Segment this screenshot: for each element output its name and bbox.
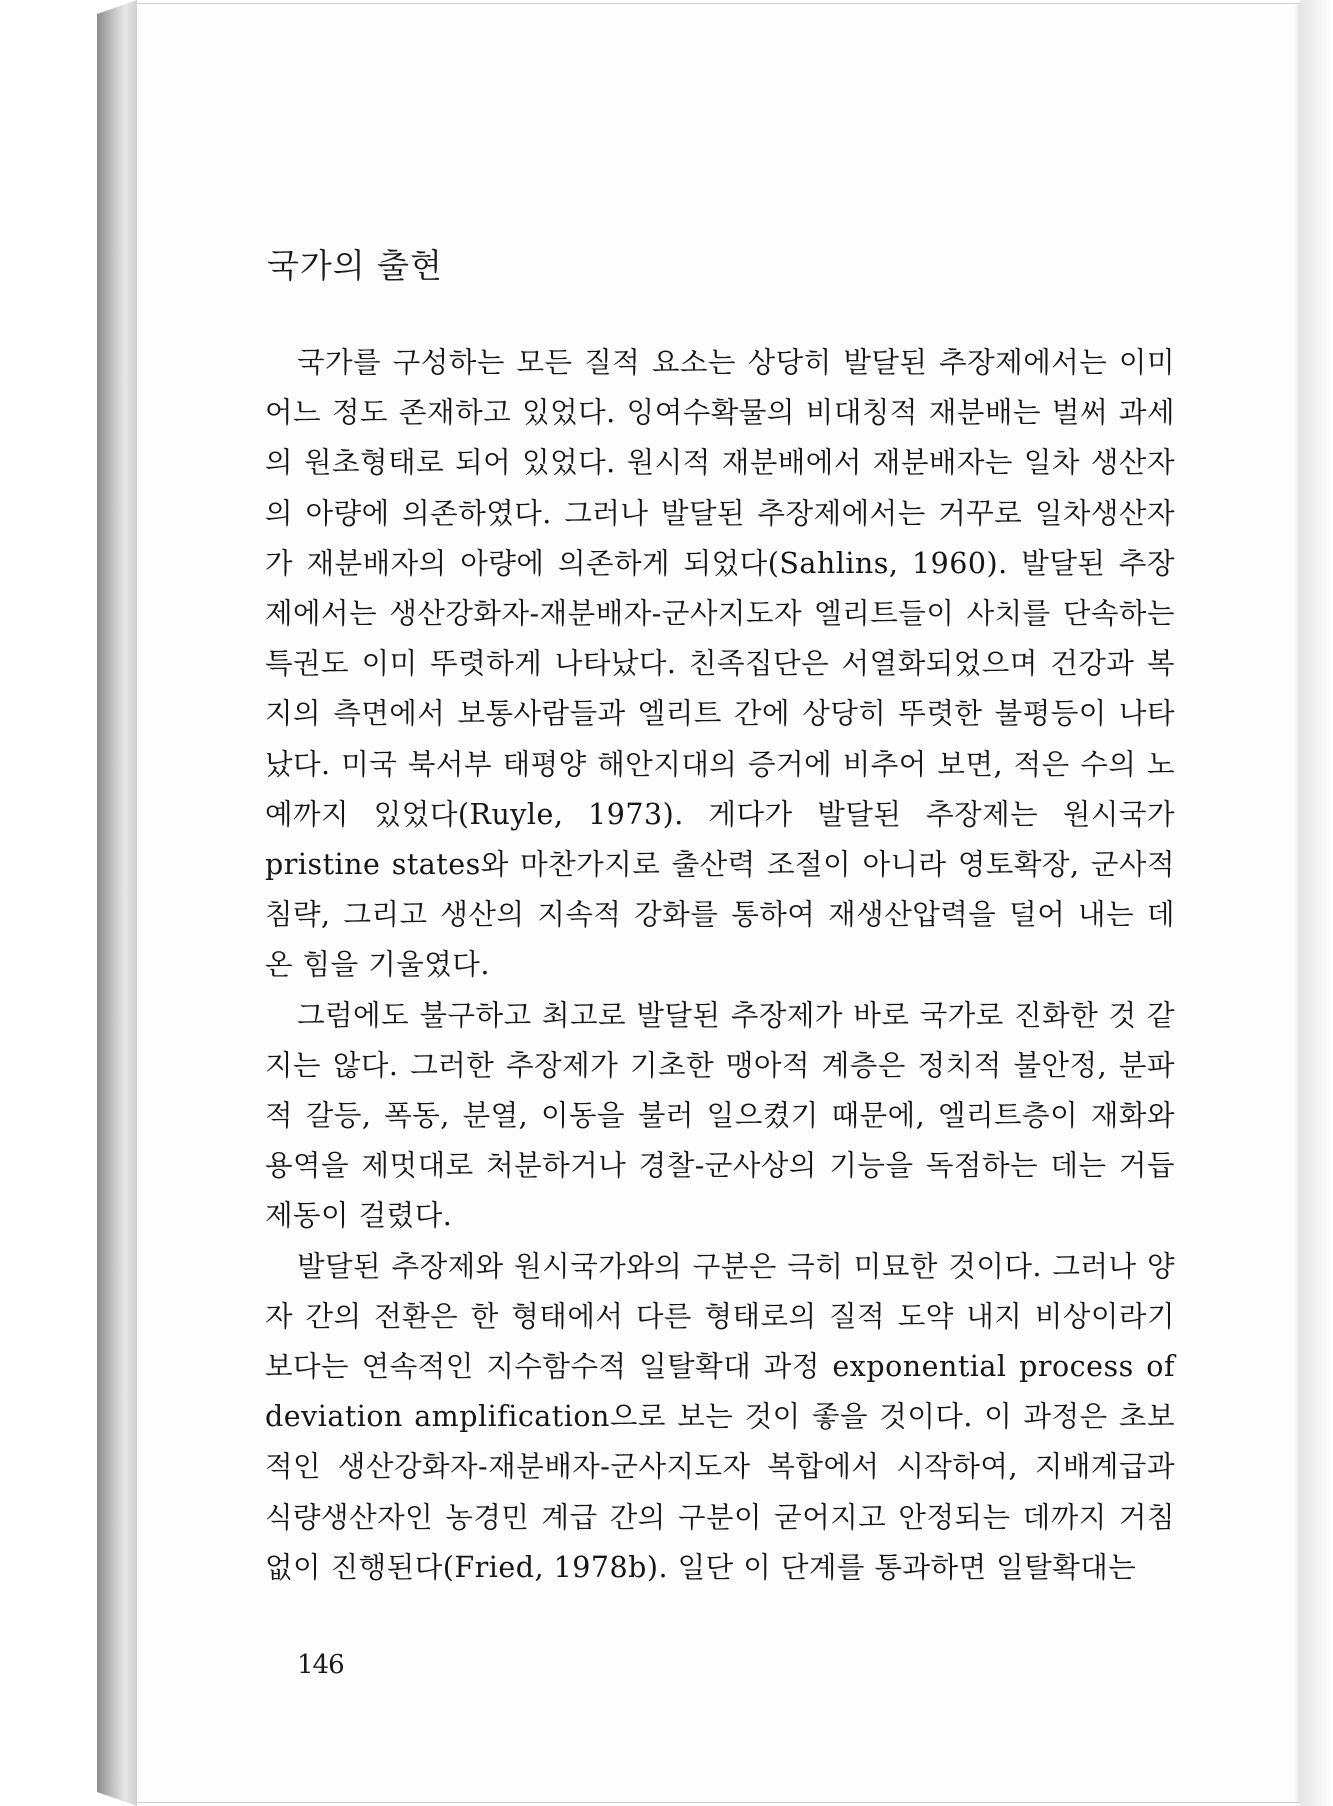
book-spine <box>97 0 137 1806</box>
paragraph: 발달된 추장제와 원시국가와의 구분은 극히 미묘한 것이다. 그러나 양자 간의 전환은 한 형태에서 다른 형태로의 질적 도약 내지 비상이라기 보다는 연속적인 지수함수적 일탈확대 과정 exponential process of deviation amplification으로 보는 것이 좋을 것이다. 이 과정은 초보적인 생산강화자-재분배자-군사지도자 복합에서 시작하여, 지배계급과 식량생산자인 농경민 계급 간의 구분이 굳어지고 안정되는 데까지 거침없이 진행된다(Fried, 1978b). 일단 이 단계를 통과하면 일탈확대는 <box>265 1249 1175 1584</box>
page-edge <box>1294 4 1300 1802</box>
page-number: 146 <box>297 1650 344 1680</box>
paragraph: 국가를 구성하는 모든 질적 요소는 상당히 발달된 추장제에서는 이미 어느 정도 존재하고 있었다. 잉여수확물의 비대칭적 재분배는 벌써 과세의 원초형태로 되어 있었다. 원시적 재분배에서 재분배자는 일차 생산자의 아량에 의존하였다. 그러나 발달된 추장제에서는 거꾸로 일차생산자가 재분배자의 아량에 의존하게 되었다(Sahlins, 1960). 발달된 추장제에서는 생산강화자-재분배자-군사지도자 엘리트들이 사치를 단속하는 특권도 이미 뚜렷하게 나타났다. 친족집단은 서열화되었으며 건강과 복지의 측면에서 보통사람들과 엘리트 간에 상당히 뚜렷한 불평등이 나타났다. 미국 북서부 태평양 해안지대의 증거에 비추어 보면, 적은 수의 노예까지 있었다(Ruyle, 1973). 게다가 발달된 추장제는 원시국가pristine states와 마찬가지로 출산력 조절이 아니라 영토확장, 군사적 침략, 그리고 생산의 지속적 강화를 통하여 재생산압력을 덜어 내는 데 온 힘을 기울였다. <box>265 346 1175 982</box>
body-text <box>265 338 1175 1593</box>
section-title: 국가의 출현 <box>267 246 443 285</box>
page-shadow <box>1300 0 1333 1806</box>
paragraph: 그럼에도 불구하고 최고로 발달된 추장제가 바로 국가로 진화한 것 같지는 않다. 그러한 추장제가 기초한 맹아적 계층은 정치적 불안정, 분파적 갈등, 폭동, 분열, 이동을 불러 일으켰기 때문에, 엘리트층이 재화와 용역을 제멋대로 처분하거나 경찰-군사상의 기능을 독점하는 데는 거듭 제동이 걸렸다. <box>265 998 1175 1233</box>
book-page <box>137 3 1300 1803</box>
